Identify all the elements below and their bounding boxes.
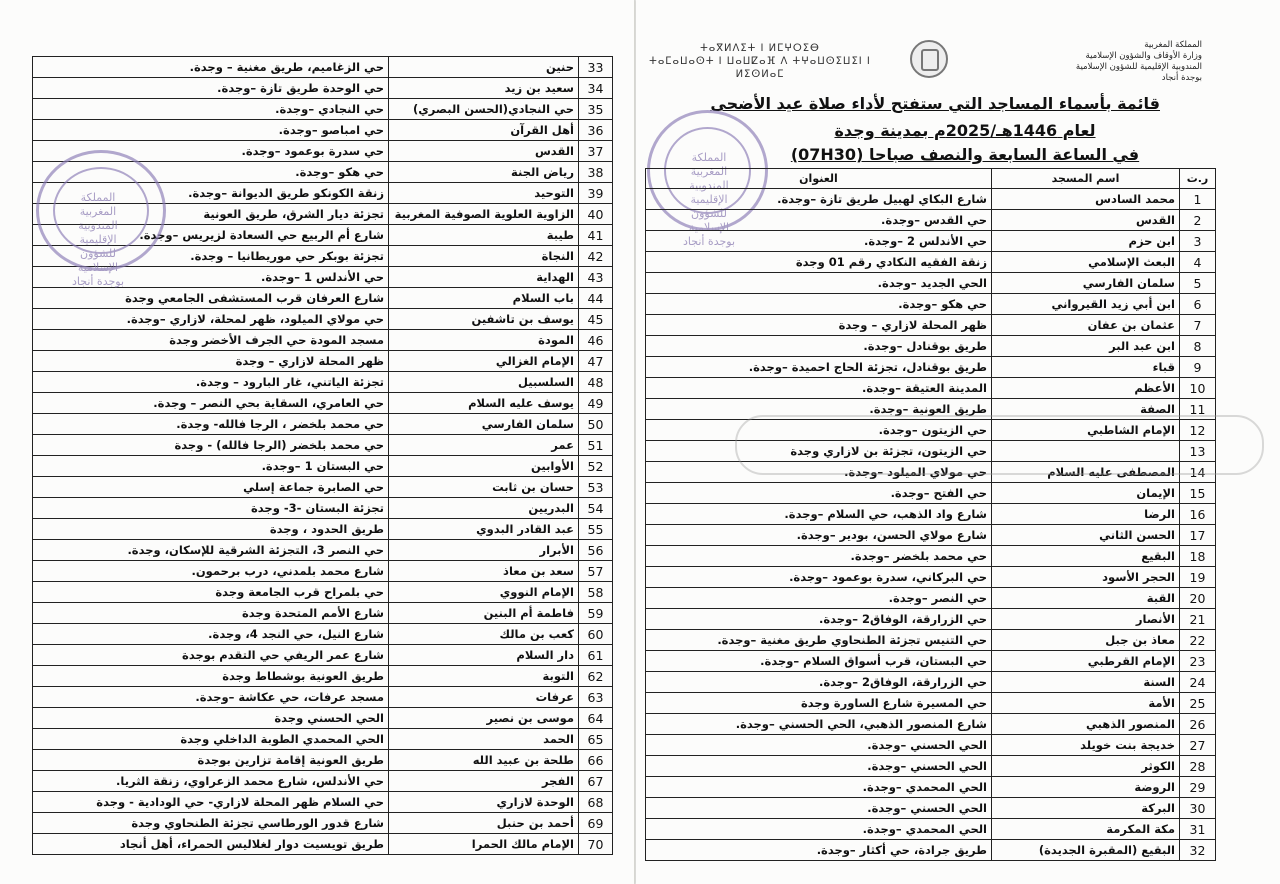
table-row (646, 567, 1216, 588)
mosque-name: عبد القادر البدوي (389, 519, 579, 540)
right-table-body (646, 189, 1216, 861)
row-number: 64 (579, 708, 613, 729)
row-number: 26 (1180, 714, 1216, 735)
table-row (646, 273, 1216, 294)
mosque-address: شارع أم الربيع حي السعادة لزيريس –وجدة. (33, 225, 389, 246)
mosque-name: محمد السادس (992, 189, 1180, 210)
mosque-name: البقيع (992, 546, 1180, 567)
row-number: 38 (579, 162, 613, 183)
table-row (646, 525, 1216, 546)
table-row (33, 708, 613, 729)
table-row (33, 645, 613, 666)
mosque-address: شارع قدور الورطاسي تجزئة الطنحاوي وجدة (33, 813, 389, 834)
mosque-name: فاطمة أم البنين (389, 603, 579, 624)
mosque-name: ابن أبي زيد القيرواني (992, 294, 1180, 315)
row-number: 7 (1180, 315, 1216, 336)
mosque-address: مسجد المودة حي الجرف الأخضر وجدة (33, 330, 389, 351)
mosque-name: الأعظم (992, 378, 1180, 399)
mosque-address: حي مولاي الميلود، ظهر لمحلة، لازاري –وجدة. (33, 309, 389, 330)
mosque-name: الإمام القرطبي (992, 651, 1180, 672)
row-number: 30 (1180, 798, 1216, 819)
mosque-address: شارع واد الذهب، حي السلام –وجدة. (646, 504, 992, 525)
mosque-name: أحمد بن حنبل (389, 813, 579, 834)
row-number: 67 (579, 771, 613, 792)
row-number: 63 (579, 687, 613, 708)
mosque-name: ابن عبد البر (992, 336, 1180, 357)
mosque-name: الروضة (992, 777, 1180, 798)
mosque-address: حي البستان، قرب أسواق السلام –وجدة. (646, 651, 992, 672)
mosque-name: الوحدة لازاري (389, 792, 579, 813)
row-number: 50 (579, 414, 613, 435)
mosque-address: مسجد عرفات، حي عكاشة –وجدة. (33, 687, 389, 708)
mosque-address: حي محمد بلخضر (الرجا فالله) - وجدة (33, 435, 389, 456)
table-row (646, 630, 1216, 651)
document-year-city: لعام 1446هـ/2025م بمدينة وجدة (834, 121, 1096, 140)
document-title: قائمة بأسماء المساجد التي ستفتح لأداء صلاة عيد الأضحى (710, 94, 1160, 113)
table-row (33, 603, 613, 624)
row-number: 16 (1180, 504, 1216, 525)
mosque-address: طريق تويسيت دوار لغلاليس الحمراء، أهل أنجاد (33, 834, 389, 855)
mosque-address: طريق العونية بوشطاط وجدة (33, 666, 389, 687)
table-row (33, 414, 613, 435)
row-number: 62 (579, 666, 613, 687)
mosque-name: البركة (992, 798, 1180, 819)
mosque-address: حي الأندلس 2 –وجدة. (646, 231, 992, 252)
mosque-address: زنقة الفقيه النكادي رقم 01 وجدة (646, 252, 992, 273)
mosque-name: المودة (389, 330, 579, 351)
table-row (33, 456, 613, 477)
table-row (33, 834, 613, 855)
table-row (646, 735, 1216, 756)
row-number: 17 (1180, 525, 1216, 546)
mosque-name: رياض الجنة (389, 162, 579, 183)
row-number: 4 (1180, 252, 1216, 273)
mosque-address: حي العامري، السقاية بحي النصر – وجدة. (33, 393, 389, 414)
mosque-name: خديجة بنت خويلد (992, 735, 1180, 756)
row-number: 29 (1180, 777, 1216, 798)
mosque-address: ظهر المحلة لازاري – وجدة (646, 315, 992, 336)
table-row (646, 189, 1216, 210)
table-row (646, 777, 1216, 798)
table-row (33, 540, 613, 561)
row-number: 6 (1180, 294, 1216, 315)
row-number: 18 (1180, 546, 1216, 567)
mosque-address: حي الزرارقة، الوفاق2 –وجدة. (646, 609, 992, 630)
row-number: 69 (579, 813, 613, 834)
table-row (33, 792, 613, 813)
mosque-address: ظهر المحلة لازاري – وجدة (33, 351, 389, 372)
row-number: 1 (1180, 189, 1216, 210)
row-number: 9 (1180, 357, 1216, 378)
row-number: 33 (579, 57, 613, 78)
mosque-address: حي الفتح –وجدة. (646, 483, 992, 504)
mosque-address: زنقة الكونكو طريق الديوانة –وجدة. (33, 183, 389, 204)
row-number: 20 (1180, 588, 1216, 609)
table-row (646, 210, 1216, 231)
mosque-name: الزاوية العلوية الصوفية المغربية (389, 204, 579, 225)
row-number: 27 (1180, 735, 1216, 756)
mosque-address: حي الأندلس 1 –وجدة. (33, 267, 389, 288)
mosque-name: سعد بن معاذ (389, 561, 579, 582)
table-row (646, 840, 1216, 861)
mosque-name: السنة (992, 672, 1180, 693)
table-row (646, 504, 1216, 525)
mosque-address: حي الوحدة طريق تازة –وجدة. (33, 78, 389, 99)
mosque-address: حي محمد بلخضر –وجدة. (646, 546, 992, 567)
table-row (646, 252, 1216, 273)
mosque-name: الهداية (389, 267, 579, 288)
row-number: 8 (1180, 336, 1216, 357)
mosque-name: الأمة (992, 693, 1180, 714)
row-number: 66 (579, 750, 613, 771)
mosque-address: طريق العونية –وجدة. (646, 399, 992, 420)
row-number: 39 (579, 183, 613, 204)
mosque-address: حي التنيس تجزئة الطنحاوي طريق مغنية –وجدة. (646, 630, 992, 651)
row-number: 24 (1180, 672, 1216, 693)
table-row (646, 693, 1216, 714)
table-row (646, 714, 1216, 735)
mosque-address: الحي المحمدي الطوبة الداخلي وجدة (33, 729, 389, 750)
table-row (646, 651, 1216, 672)
table-row (33, 561, 613, 582)
row-number: 51 (579, 435, 613, 456)
mosque-address: حي النصر 3، التجزئة الشرقية للإسكان، وجدة. (33, 540, 389, 561)
row-number: 68 (579, 792, 613, 813)
mosque-name: الرضا (992, 504, 1180, 525)
table-row (33, 582, 613, 603)
mosque-address: شارع محمد بلمدني، درب برحمون. (33, 561, 389, 582)
mosque-name: النجاة (389, 246, 579, 267)
mosque-name: الحجر الأسود (992, 567, 1180, 588)
mosque-name: سعيد بن زيد (389, 78, 579, 99)
row-number: 28 (1180, 756, 1216, 777)
table-row (33, 78, 613, 99)
row-number: 61 (579, 645, 613, 666)
table-row (33, 309, 613, 330)
mosque-name: سلمان الفارسي (992, 273, 1180, 294)
row-number: 52 (579, 456, 613, 477)
mosque-address: شارع البكاي لهبيل طريق تازة –وجدة. (646, 189, 992, 210)
mosque-address: تجزئة بوبكر حي موريطانيا – وجدة. (33, 246, 389, 267)
row-number: 31 (1180, 819, 1216, 840)
table-row (33, 813, 613, 834)
mosque-address: طريق الحدود ، وجدة (33, 519, 389, 540)
row-number: 13 (1180, 441, 1216, 462)
row-number: 21 (1180, 609, 1216, 630)
mosque-name: الأوابين (389, 456, 579, 477)
mosque-name: الإمام الغزالي (389, 351, 579, 372)
mosque-address: طريق جرادة، حي أكثار –وجدة. (646, 840, 992, 861)
row-number: 48 (579, 372, 613, 393)
mosque-address: شارع الأمم المتحدة وجدة (33, 603, 389, 624)
row-number: 2 (1180, 210, 1216, 231)
table-row (33, 288, 613, 309)
table-row (646, 378, 1216, 399)
mosque-address: حي امباصو –وجدة. (33, 120, 389, 141)
table-row (33, 99, 613, 120)
mosque-name: حي النجادي(الحسن البصري) (389, 99, 579, 120)
row-number: 57 (579, 561, 613, 582)
mosque-address: حي محمد بلخضر ، الرجا فالله- وجدة. (33, 414, 389, 435)
mosque-name: الإمام مالك الحمرا (389, 834, 579, 855)
row-number: 54 (579, 498, 613, 519)
mosque-name: الإيمان (992, 483, 1180, 504)
mosque-name: طيبة (389, 225, 579, 246)
mosque-name: عرفات (389, 687, 579, 708)
mosque-address: حي النصر –وجدة. (646, 588, 992, 609)
table-row (646, 672, 1216, 693)
table-row (33, 393, 613, 414)
row-number: 60 (579, 624, 613, 645)
mosques-table (645, 168, 1216, 861)
mosque-address: المدينة العتيقة –وجدة. (646, 378, 992, 399)
table-row (33, 120, 613, 141)
mosque-name: سلمان الفارسي (389, 414, 579, 435)
mosque-address: حي هكو –وجدة. (646, 294, 992, 315)
row-number: 35 (579, 99, 613, 120)
mosque-address: طريق بوقنادل، تجزئة الحاج احميدة –وجدة. (646, 357, 992, 378)
mosque-name: الأبرار (389, 540, 579, 561)
mosque-name: أهل القرآن (389, 120, 579, 141)
mosque-name: الحسن الثاني (992, 525, 1180, 546)
row-number: 49 (579, 393, 613, 414)
table-row (33, 624, 613, 645)
table-row (33, 666, 613, 687)
ministry-line: المندوبية الإقليمية للشؤون الإسلامية (1075, 62, 1202, 72)
table-row (33, 477, 613, 498)
row-number: 56 (579, 540, 613, 561)
mosque-name: الأنصار (992, 609, 1180, 630)
mosque-address: حي السلام ظهر المحلة لازاري- حي الودادية - وجدة (33, 792, 389, 813)
row-number: 53 (579, 477, 613, 498)
table-row (646, 546, 1216, 567)
mosque-name: عثمان بن عفان (992, 315, 1180, 336)
table-row (646, 231, 1216, 252)
row-number: 44 (579, 288, 613, 309)
table-row (646, 819, 1216, 840)
row-number: 47 (579, 351, 613, 372)
mosque-name: البعث الإسلامي (992, 252, 1180, 273)
row-number: 10 (1180, 378, 1216, 399)
ministry-line: وزارة الأوقاف والشؤون الإسلامية (1085, 51, 1202, 61)
table-row (33, 750, 613, 771)
mosque-name: مكة المكرمة (992, 819, 1180, 840)
mosque-address: شارع المنصور الذهبي، الحي الحسني –وجدة. (646, 714, 992, 735)
mosque-name: الإمام الشاطبي (992, 420, 1180, 441)
mosque-name: السلسبيل (389, 372, 579, 393)
mosque-address: حي الزرارقة، الوفاق2 –وجدة. (646, 672, 992, 693)
mosque-name: باب السلام (389, 288, 579, 309)
mosque-name: الحمد (389, 729, 579, 750)
mosque-address: حي الزيتون، تجزئة بن لازاري وجدة (646, 441, 992, 462)
amazigh-line: ⵜⴰⴳⵍⴷⵉⵜ ⵏ ⵍⵎⵖⵔⵉⴱ (700, 43, 820, 54)
table-row (33, 771, 613, 792)
ministry-line: بوجدة أنجاد (1161, 73, 1202, 83)
mosque-address: حي الأندلس، شارع محمد الزعراوي، زنقة الثريا. (33, 771, 389, 792)
table-row (646, 609, 1216, 630)
row-number: 58 (579, 582, 613, 603)
row-number: 22 (1180, 630, 1216, 651)
row-number: 70 (579, 834, 613, 855)
mosque-name: طلحة بن عبيد الله (389, 750, 579, 771)
row-number: 12 (1180, 420, 1216, 441)
mosque-name: التوحيد (389, 183, 579, 204)
stamp-text: المملكة المغربية المندوبية الإقليمية للشؤون الإسلامية بوجدة أنجاد (71, 191, 125, 288)
mosque-address: حي سدرة بوعمود –وجدة. (33, 141, 389, 162)
mosque-address: طريق العونية إقامة تزارين بوجدة (33, 750, 389, 771)
ministry-header (1042, 40, 1202, 84)
document-time: في الساعة السابعة والنصف صباحا (07H30) (790, 145, 1140, 164)
mosque-address: الحي الحسني –وجدة. (646, 735, 992, 756)
row-number: 19 (1180, 567, 1216, 588)
row-number: 65 (579, 729, 613, 750)
row-number: 15 (1180, 483, 1216, 504)
mosque-address: حي القدس –وجدة. (646, 210, 992, 231)
table-row (33, 687, 613, 708)
row-number: 23 (1180, 651, 1216, 672)
mosque-address: الحي الجديد –وجدة. (646, 273, 992, 294)
mosque-name: دار السلام (389, 645, 579, 666)
mosque-name: حنين (389, 57, 579, 78)
mosque-name: القدس (389, 141, 579, 162)
mosque-address: شارع النيل، حي النجد 4، وجدة. (33, 624, 389, 645)
mosque-address: حي المسيرة شارع الساورة وجدة (646, 693, 992, 714)
table-row (646, 336, 1216, 357)
mosque-address: الحي المحمدي –وجدة. (646, 777, 992, 798)
mosque-address: تجزئة البستان -3- وجدة (33, 498, 389, 519)
mosque-name: التوبة (389, 666, 579, 687)
row-number: 59 (579, 603, 613, 624)
table-row (646, 756, 1216, 777)
table-row (33, 330, 613, 351)
mosque-name: المصطفى عليه السلام (992, 462, 1180, 483)
row-number: 36 (579, 120, 613, 141)
row-number: 14 (1180, 462, 1216, 483)
mosque-name: ابن حزم (992, 231, 1180, 252)
row-number: 42 (579, 246, 613, 267)
mosque-address: حي النجادي –وجدة. (33, 99, 389, 120)
table-row (646, 798, 1216, 819)
table-row (33, 729, 613, 750)
mosque-name: الإمام النووي (389, 582, 579, 603)
mosque-name: يوسف عليه السلام (389, 393, 579, 414)
amazigh-header (640, 42, 880, 81)
table-row (646, 588, 1216, 609)
mosque-address: الحي الحسني –وجدة. (646, 756, 992, 777)
stamp-text: المملكة المغربية المندوبية الإقليمية للشؤون الإسلامية بوجدة أنجاد (682, 151, 736, 248)
mosque-name: البقيع (المقبرة الجديدة) (992, 840, 1180, 861)
table-row (33, 351, 613, 372)
mosque-address: تجزئة الياتني، غار البارود – وجدة. (33, 372, 389, 393)
ministry-line: المملكة المغربية (1144, 40, 1202, 50)
row-number: 55 (579, 519, 613, 540)
mosque-name: القبة (992, 588, 1180, 609)
table-row (646, 315, 1216, 336)
row-number: 37 (579, 141, 613, 162)
mosque-name: القدس (992, 210, 1180, 231)
column-header-address: العنوان (646, 169, 992, 189)
mosque-address: تجزئة ديار الشرق، طريق العونية (33, 204, 389, 225)
kingdom-emblem-icon (910, 40, 948, 78)
official-stamp-left (36, 150, 166, 288)
table-row (33, 519, 613, 540)
mosque-name: عمر (389, 435, 579, 456)
mosque-address: حي بلمراح قرب الجامعة وجدة (33, 582, 389, 603)
mosque-address: حي الزيتون –وجدة. (646, 420, 992, 441)
row-number: 32 (1180, 840, 1216, 861)
mosque-name: موسى بن نصير (389, 708, 579, 729)
amazigh-line: ⵜⴰⵎⴰⵡⴰⵙⵜ ⵏ ⵡⴰⵡⵇⴰⴼ ⴷ ⵜⵖⴰⵡⵙⵉⵡⵉⵏ ⵏ ⵍⵉⵙⵍⴰⵎ (649, 56, 871, 80)
column-header-num: ر.ت (1180, 169, 1216, 189)
mosque-name: معاذ بن جبل (992, 630, 1180, 651)
mosque-name: قباء (992, 357, 1180, 378)
row-number: 25 (1180, 693, 1216, 714)
mosque-address: طريق بوقنادل –وجدة. (646, 336, 992, 357)
table-header-row (646, 169, 1216, 189)
mosque-address: حي الصابرة جماعة إسلي (33, 477, 389, 498)
left-page (0, 0, 636, 884)
mosque-address: الحي المحمدي –وجدة. (646, 819, 992, 840)
row-number: 11 (1180, 399, 1216, 420)
table-row (646, 357, 1216, 378)
mosque-name: يوسف بن تاشفين (389, 309, 579, 330)
row-number: 46 (579, 330, 613, 351)
mosque-name: الصفة (992, 399, 1180, 420)
table-row (33, 372, 613, 393)
mosque-address: حي هكو –وجدة. (33, 162, 389, 183)
row-number: 3 (1180, 231, 1216, 252)
mosque-address: حي البستان 1 –وجدة. (33, 456, 389, 477)
mosque-name: حسان بن ثابت (389, 477, 579, 498)
mosque-address: الحي الحسني وجدة (33, 708, 389, 729)
mosque-name: الكوثر (992, 756, 1180, 777)
mosque-address: شارع عمر الريفي حي التقدم بوجدة (33, 645, 389, 666)
mosque-name: الفجر (389, 771, 579, 792)
column-header-mosque: اسم المسجد (992, 169, 1180, 189)
table-row (33, 57, 613, 78)
row-number: 40 (579, 204, 613, 225)
mosque-name: المنصور الذهبي (992, 714, 1180, 735)
row-number: 5 (1180, 273, 1216, 294)
table-row (646, 294, 1216, 315)
row-number: 34 (579, 78, 613, 99)
table-row (33, 435, 613, 456)
mosque-name: البدريين (389, 498, 579, 519)
watermark-overlay (735, 415, 1264, 475)
table-row (646, 483, 1216, 504)
mosque-address: حي مولاي الميلود –وجدة. (646, 462, 992, 483)
mosque-address: حي الزغاميم، طريق مغنية – وجدة. (33, 57, 389, 78)
row-number: 41 (579, 225, 613, 246)
mosque-address: شارع العرفان قرب المستشفى الجامعي وجدة (33, 288, 389, 309)
mosque-address: الحي الحسني –وجدة. (646, 798, 992, 819)
mosque-address: شارع مولاي الحسن، بودير –وجدة. (646, 525, 992, 546)
table-row (33, 498, 613, 519)
mosque-name: كعب بن مالك (389, 624, 579, 645)
row-number: 45 (579, 309, 613, 330)
row-number: 43 (579, 267, 613, 288)
mosque-address: حي البركاني، سدرة بوعمود –وجدة. (646, 567, 992, 588)
